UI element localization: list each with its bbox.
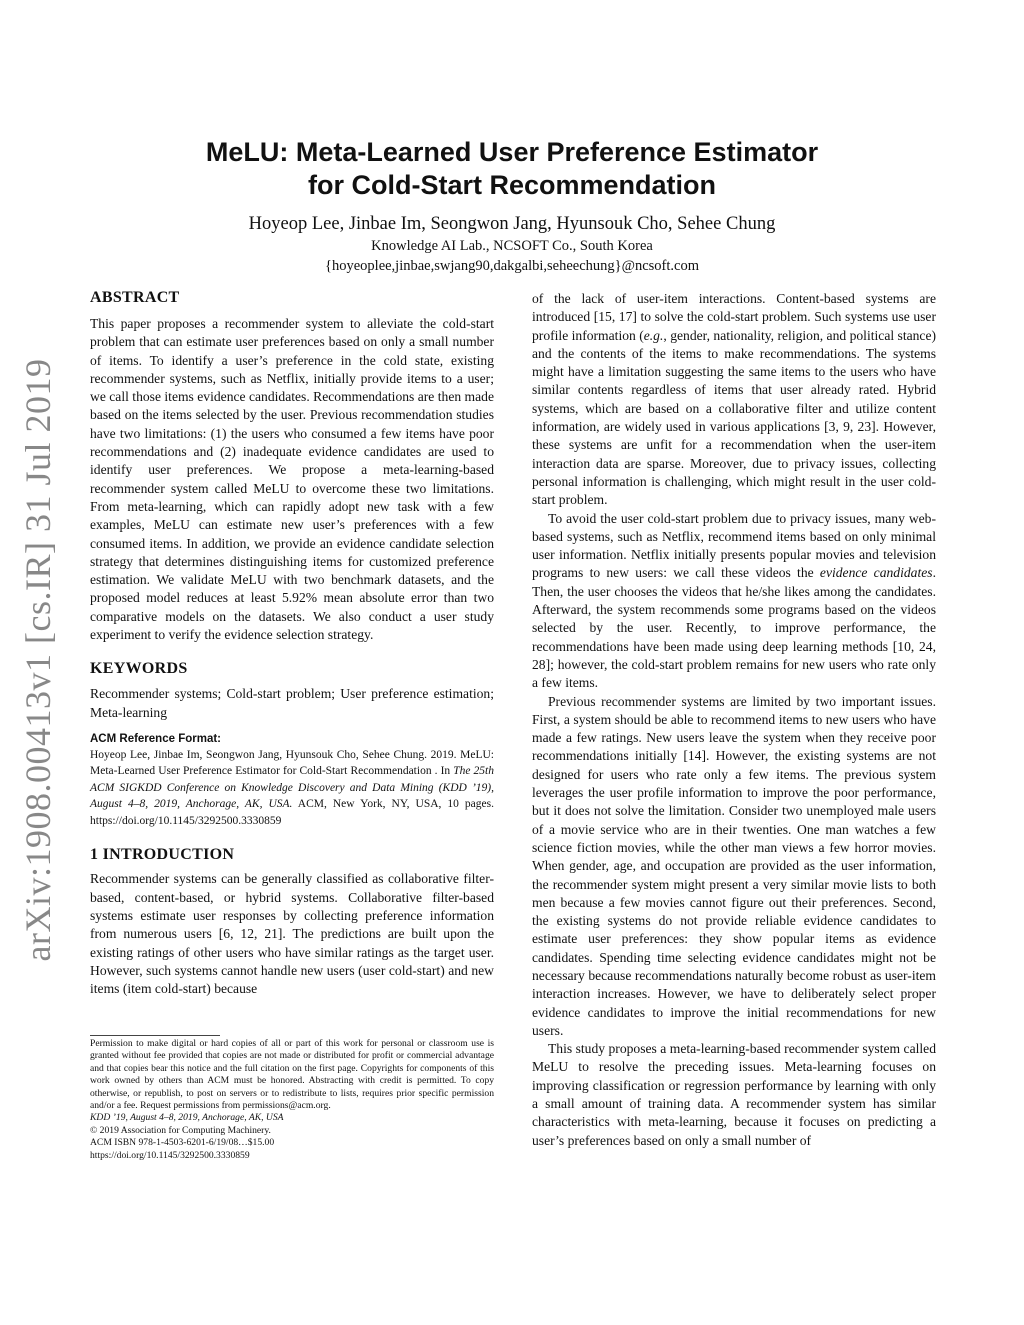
intro-paragraph-1 (532, 290, 936, 510)
author-emails: {hoyeoplee,jinbae,swjang90,dakgalbi,seheechung}@ncsoft.com (325, 258, 699, 274)
abstract-heading: ABSTRACT (90, 289, 180, 306)
arxiv-sidebar (8, 358, 68, 962)
conference-line: KDD ’19, August 4–8, 2019, Anchorage, AK, USA (90, 1112, 284, 1124)
intro-p1-start: of the lack of user-item interactions. Content-based systems are introduced [15, 17] to solve the cold-start problem. Such systems use user profile information ( (532, 291, 936, 343)
arxiv-identifier: arXiv:1908.00413v1 [cs.IR] 31 Jul 2019 (18, 358, 58, 962)
intro-paragraph-3: Previous recommender systems are limited by two important issues. First, a system should be able to recommend items to new users who have made a few ratings. New users leave the system when they receive poor recommendations initially [14]. However, the existing systems are not designed for users who rate only a few items. The previous system leverages the user profile information to improve the poor performance, but it does not solve the limitation. Consider two unemployed male users of a movie service who are in their twenties. One man watches a few science fiction movies, while the other man views a few horror movies. When gender, age, and occupation are provided as the user information, the recommender system might present a very similar movie lists to both men because a few movies cannot figure out their preferences. Second, the existing systems do not provide reliable evidence candidates to estimate user preferences: they show popular items as evidence candidates. Spending time selecting evidence candidates might not be necessary because recommendations naturally become robust as user-item interaction increases. However, we have to deliberately select proper evidence candidates to improve the initial recommendations for new users. (532, 693, 936, 1038)
keywords-heading: KEYWORDS (90, 660, 188, 678)
acm-reference-heading: ACM Reference Format: (90, 732, 221, 745)
acm-reference-doi: ACM, New York, NY, USA, 10 pages. https://doi.org/10.1145/3292500.3330859 (90, 798, 494, 827)
isbn-line: ACM ISBN 978-1-4503-6201-6/19/08…$15.00 (90, 1137, 275, 1149)
left-column (90, 288, 494, 999)
doi-line: https://doi.org/10.1145/3292500.3330859 (90, 1149, 250, 1161)
author-list: Hoyeop Lee, Jinbae Im, Seongwon Jang, Hyunsouk Cho, Sehee Chung (248, 214, 776, 234)
acm-reference-text (90, 747, 494, 830)
intro-p2-end: . Then, the user chooses the videos that he/she likes among the candidates. Afterward, the system recommends some programs based on the videos selected by the user. Recently, to improve performance, the recommendations have been made using deep learning methods [10, 24, 28]; however, the cold-start problem remains for new users who rate only a few items. (532, 565, 936, 691)
intro-paragraph-2 (532, 510, 936, 693)
intro-p1-end: , gender, nationality, religion, and political stance) and the contents of the items to make recommendations. The systems might have a limitation suggesting the same items to the users who have similar contents regardless of items that user already rated. Hybrid systems, which are based on a collaborative filter and utilize content information, are widely used in various applications [3, 9, 23]. However, these systems are unfit for a recommendation when the user-item interaction data are sparse. Moreover, due to privacy issues, collecting personal information is challenging, which might result in the user cold-start problem. (532, 327, 937, 508)
affiliation: Knowledge AI Lab., NCSOFT Co., South Korea (371, 238, 653, 254)
acm-reference-venue: The 25th ACM SIGKDD Conference on Knowledge Discovery and Data Mining (KDD ’19), August 4–8, 2019, Anchorage, AK, USA. (90, 765, 494, 811)
title-line-2: for Cold-Start Recommendation (307, 170, 717, 200)
intro-p1-eg: e.g. (643, 327, 664, 343)
abstract-text: This paper proposes a recommender system to alleviate the cold-start problem that can estimate user preferences based on only a small number of items. To identify a user’s preference in the cold state, existing recommender systems, such as Netflix, initially provide items to a user; we call those items evidence candidates. Recommendations are then made based on the items selected by the user. Previous recommendation studies have two limitations: (1) the users who consumed a few items have poor recommendations and (2) inadequate evidence candidates are used to identify user preferences. We propose a meta-learning-based recommender system called MeLU to overcome these two limitations. From meta-learning, which can rapidly adopt new task with a few examples, MeLU can estimate new user’s preferences with a few consumed items. In addition, we provide an evidence candidate selection strategy that determines distinguishing items for customized preference estimation. We validate MeLU with two benchmark datasets, and the proposed model reduces at least 5.92% mean absolute error than two comparative models on the datasets. We also conduct a user study experiment to verify the evidence selection strategy. (90, 316, 494, 643)
copyright-footnote (90, 1038, 494, 1162)
acm-reference-authors: Hoyeop Lee, Jinbae Im, Seongwon Jang, Hyunsouk Cho, Sehee Chung. 2019. MeLU: Meta-Learned User Preference Estimator for Cold-Start Recommendation . In (90, 748, 494, 778)
permission-notice: Permission to make digital or hard copies of all or part of this work for personal or classroom use is granted without fee provided that copies are not made or distributed for profit or commercial advantage and that copies bear this notice and the full citation on the first page. Copyrights for components of this work owned by others than ACM must be honored. Abstracting with credit is permitted. To copy otherwise, or republish, to post on servers or to redistribute to lists, requires prior specific permission and/or a fee. Request permissions from permissions@acm.org. (90, 1038, 494, 1112)
footnote-rule (90, 1035, 220, 1036)
introduction-heading: 1 INTRODUCTION (90, 846, 235, 864)
intro-p2-start: To avoid the user cold-start problem due to privacy issues, many web-based systems, such as Netflix, recommend items based on only minimal user information. Netflix initially presents popular movies and television programs to new users: we call these videos the (532, 510, 936, 581)
intro-p2-emphasis: evidence candidates (819, 565, 933, 581)
right-column (532, 290, 936, 1150)
keywords-text: Recommender systems; Cold-start problem; User preference estimation; Meta-learning (90, 686, 494, 720)
intro-paragraph-4: This study proposes a meta-learning-based recommender system called MeLU to resolve the preceding issues. Meta-learning focuses on improving classification or regression performance by learning with only a small amount of training data. A recommender system has similar characteristics with meta-learning, because it focuses on predicting a user’s preferences based on only a small number of (532, 1041, 936, 1148)
introduction-paragraph: Recommender systems can be generally classified as collaborative filter-based, content-based, or hybrid systems. Collaborative filter-based systems estimate user responses by collecting preference information from numerous users [6, 12, 21]. The predictions are built upon the existing ratings of other users who have similar ratings as the target user. However, such systems cannot handle new users (user cold-start) and new items (item cold-start) because (90, 871, 494, 997)
title-line-1: MeLU: Meta-Learned User Preference Estimator (205, 137, 819, 167)
copyright-line: © 2019 Association for Computing Machinery. (90, 1124, 271, 1136)
paper-title (0, 136, 1024, 202)
